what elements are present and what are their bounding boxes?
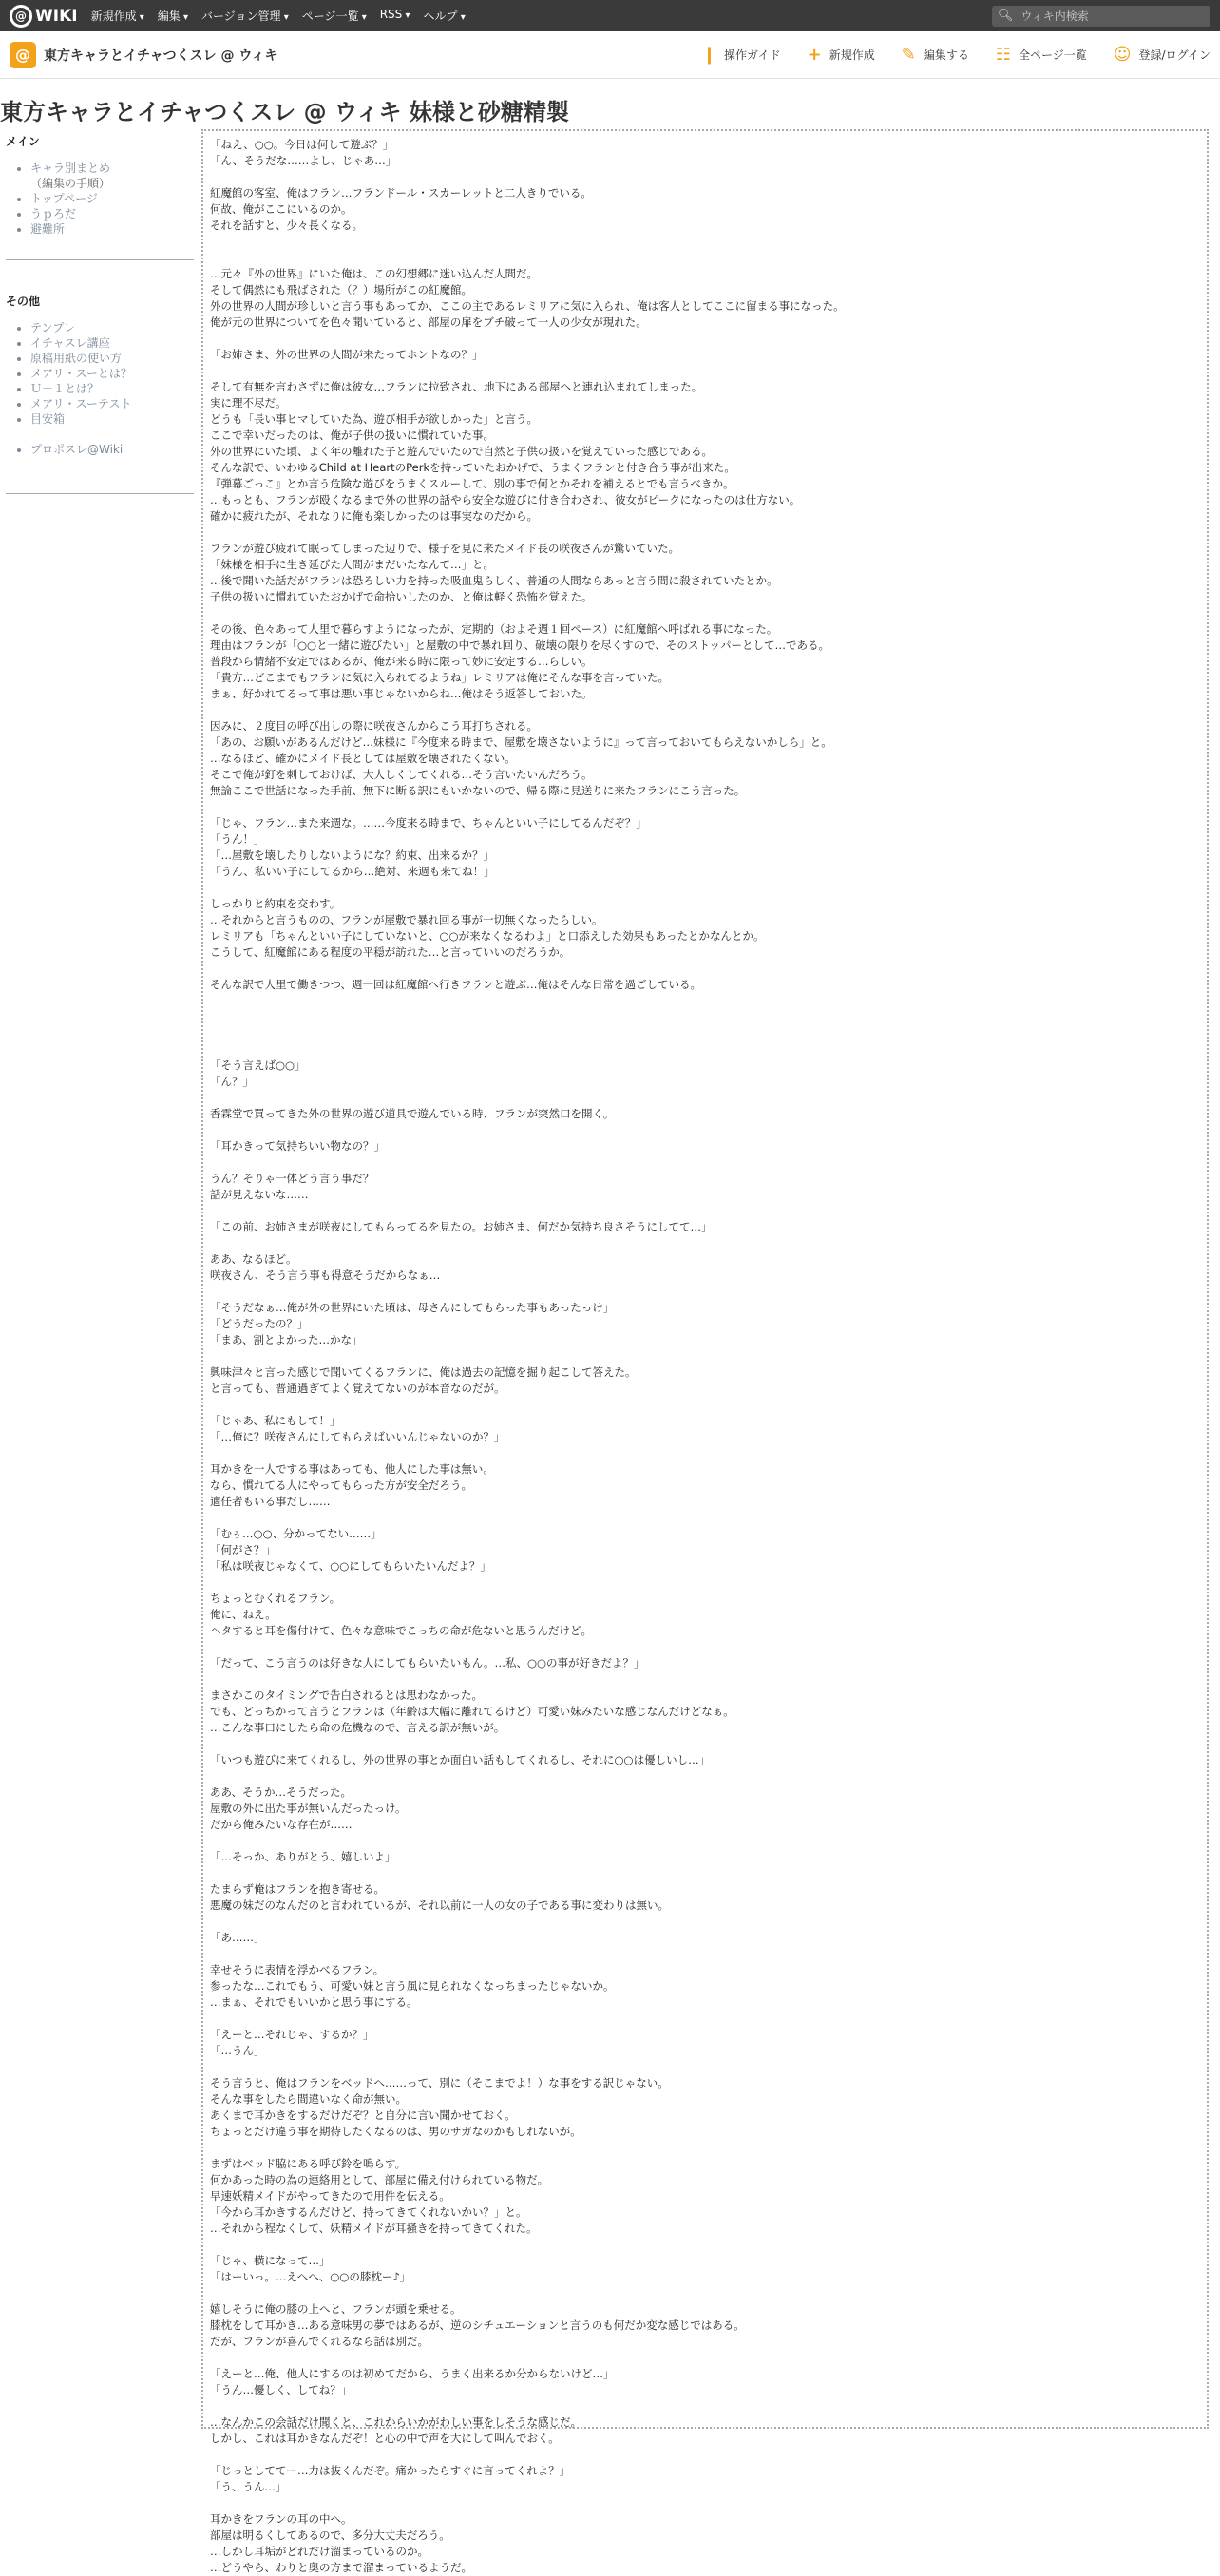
sidebar-item[interactable] xyxy=(30,221,194,237)
story-line: 「じゃ、横になって…」 xyxy=(210,2254,331,2267)
story-line: …しかし耳垢がどれだけ溜まっているのか。 xyxy=(210,2545,429,2558)
sidebar-item-propo-wiki[interactable]: プロポスレ@Wiki xyxy=(30,443,124,456)
story-line: あくまで耳かきをするだけだぞ？と自分に言い聞かせておく。 xyxy=(210,2109,516,2122)
story-paragraph xyxy=(210,2253,1200,2285)
sidebar-divider xyxy=(6,259,194,260)
story-line: 「…屋敷を壊したりしないようにな？約束、出来るか？」 xyxy=(210,849,494,862)
sidebar-item-template[interactable]: テンプレ xyxy=(30,321,75,334)
book-icon: ❙ xyxy=(701,45,717,65)
story-line: フランが遊び疲れて眠ってしまった辺りで、様子を見に来たメイド長の咲夜さんが驚いていた。 xyxy=(210,542,680,555)
new-page-label: 新規作成 xyxy=(829,48,875,62)
story-line: 「じゃ、フラン…また来週な。……今度来る時まで、ちゃんといい子にしてるんだぞ？」 xyxy=(210,816,647,830)
new-page-button[interactable] xyxy=(808,45,875,65)
sidebar-item[interactable] xyxy=(30,351,194,366)
sidebar-main-list xyxy=(6,161,194,237)
sidebar-item[interactable] xyxy=(30,161,194,191)
story-line: と言っても、普通過ぎてよく覚えてないのが本音なのだが。 xyxy=(210,1382,505,1395)
story-line: ちょっとむくれるフラン。 xyxy=(210,1592,341,1605)
menu-rss[interactable]: RSS ▾ xyxy=(380,8,410,24)
page-title: 東方キャラとイチャつくスレ @ ウィキ 妹様と砂糖精製 xyxy=(0,99,569,125)
story-paragraph xyxy=(210,1784,1200,1833)
story-line: ちょっとだけ違う事を期待したくなるのは、男のサガなのかもしれないが。 xyxy=(210,2125,581,2138)
story-paragraph xyxy=(210,1930,1200,1946)
story-paragraph xyxy=(210,2511,1200,2576)
story-line: 「貴方…どこまでもフランに気に入られてるようね」レミリアは俺にそんな事を言っていた。 xyxy=(210,671,669,684)
story-line: 屋敷の外に出た事が無いんだったっけ。 xyxy=(210,1802,407,1815)
story-line: 「そうだなぁ…俺が外の世界にいた頃は、母さんにしてもらった事もあったっけ」 xyxy=(210,1301,615,1314)
edit-button[interactable] xyxy=(902,45,969,65)
story-line: 「じっとしててー…力は抜くんだぞ。痛かったらすぐに言ってくれよ？」 xyxy=(210,2464,571,2477)
story-line: ああ、なるほど。 xyxy=(210,1252,297,1266)
sidebar-item-chara[interactable]: キャラ別まとめ xyxy=(30,162,111,175)
story-paragraph xyxy=(210,1655,1200,1671)
story-line: 耳かきをフランの耳の中へ。 xyxy=(210,2512,353,2526)
story-line: だが、フランが喜んでくれるなら話は別だ。 xyxy=(210,2335,429,2348)
story-line xyxy=(210,1009,1200,1025)
story-line: その後、色々あって人里で暮らすようになったが、定期的（およそ週１回ペース）に紅魔館へ呼ばれる事になった。 xyxy=(210,622,778,636)
story-line: 確かに疲れたが、それなりに俺も楽しかったのは事実なのだから。 xyxy=(210,509,538,523)
atwiki-logo[interactable] xyxy=(10,5,78,28)
story-line: レミリアも「ちゃんといい子にしていないと、○○が来なくなるわよ」と口添えした効果もあったとかなんとか。 xyxy=(210,929,765,943)
story-paragraph xyxy=(210,2027,1200,2059)
story-line: 無論ここで世話になった手前、無下に断る訳にもいかないので、帰る際に見送りに来たフランにこう言った。 xyxy=(210,784,746,797)
guide-label: 操作ガイド xyxy=(724,48,781,62)
pencil-icon: ✎ xyxy=(901,45,916,65)
story-paragraph xyxy=(210,977,1200,993)
story-line: 何かあった時の為の連絡用として、部屋に備え付けられている物だ。 xyxy=(210,2173,549,2186)
sidebar-item[interactable] xyxy=(30,335,194,351)
story-line: …それから程なくして、妖精メイドが耳掻きを持ってきてくれた。 xyxy=(210,2222,538,2235)
story-paragraph xyxy=(210,1138,1200,1154)
story-line: 悪魔の妹だのなんだのと言われているが、それ以前に一人の女の子である事に変わりは無い。 xyxy=(210,1899,669,1912)
story-line: どうも「長い事ヒマしていた為、遊び相手が欲しかった」と言う。 xyxy=(210,412,538,426)
story-paragraph xyxy=(210,718,1200,799)
story-paragraph xyxy=(210,2414,1200,2447)
header-actions xyxy=(676,45,1210,65)
story-line: 話が見えないな…… xyxy=(210,1188,309,1201)
sidebar-item-mary-sue-test[interactable]: メアリ・スーテスト xyxy=(30,397,132,410)
story-line: 俺が元の世界についてを色々聞いていると、部屋の扉をブチ破って一人の少女が現れた。 xyxy=(210,315,647,329)
story-paragraph xyxy=(210,1413,1200,1445)
story-line: 参ったな…これでもう、可愛い妹と言う風に見られなくなっちまったじゃないか。 xyxy=(210,1979,615,1993)
sidebar-item[interactable] xyxy=(30,366,194,381)
story-line: そう言うと、俺はフランをベッドへ……って、別に（そこまでよ！）な事をする訳じゃない。 xyxy=(210,2076,669,2089)
story-line: ヘタすると耳を傷付けて、色々な意味でこっちの命が危ないと思うんだけど。 xyxy=(210,1624,593,1637)
story-line: …後で聞いた話だがフランは恐ろしい力を持った吸血鬼らしく、普通の人間ならあっと言う間に殺されていたとか。 xyxy=(210,574,778,587)
story-line: それを話すと、少々長くなる。 xyxy=(210,219,363,232)
story-line: 「うん！」 xyxy=(210,832,265,846)
story-line: 香霖堂で買ってきた外の世界の遊び道具で遊んでいる時、フランが突然口を開く。 xyxy=(210,1107,615,1120)
story-paragraph xyxy=(210,1526,1200,1574)
story-line: 「今から耳かきするんだけど、持ってきてくれないかい？」と。 xyxy=(210,2205,527,2219)
story-line: …なるほど、確かにメイド長としては屋敷を壊されたくない。 xyxy=(210,752,516,765)
sidebar-item-uploader[interactable]: うｐろだ xyxy=(30,207,77,220)
story-line: 「じゃあ、私にもして！」 xyxy=(210,1414,341,1427)
story-line: 「…そっか、ありがとう、嬉しいよ」 xyxy=(210,1850,396,1863)
guide-button[interactable] xyxy=(702,45,781,65)
story-line: 早速妖精メイドがやってきたので用件を伝える。 xyxy=(210,2189,450,2203)
story-line: うん？そりゃ一体どう言う事だ？ xyxy=(210,1172,374,1185)
sidebar-item[interactable] xyxy=(30,411,194,427)
story-paragraph xyxy=(210,1251,1200,1284)
sidebar-other-list-2 xyxy=(6,442,194,457)
story-paragraph xyxy=(210,2366,1200,2398)
story-line: 理由はフランが「○○と一緒に遊びたい」と屋敷の中で暴れ回り、破壊の限りを尽くすので、そのストッパーとして…である。 xyxy=(210,639,829,652)
story-line: 耳かきを一人でする事はあっても、他人にした事は無い。 xyxy=(210,1462,494,1476)
story-line: …まぁ、それでもいいかと思う事にする。 xyxy=(210,1995,418,2009)
story-line: …元々『外の世界』にいた俺は、この幻想郷に迷い込んだ人間だ。 xyxy=(210,267,538,280)
story-line: …こんな事口にしたら命の危機なので、言える訳が無いが。 xyxy=(210,1721,505,1734)
story-paragraph xyxy=(210,2156,1200,2237)
story-line: ああ、そうか…そうだった。 xyxy=(210,1785,353,1799)
wiki-header xyxy=(0,31,1220,79)
story-paragraph xyxy=(210,896,1200,961)
story-line: 外の世界にいた頃、よく年の離れた子と遊んでいたので自然と子供の扱いを覚えていった感じである。 xyxy=(210,445,713,458)
all-pages-button[interactable] xyxy=(996,45,1087,65)
story-line: まずはベッド脇にある呼び鈴を鳴らす。 xyxy=(210,2157,407,2170)
story-paragraph xyxy=(210,347,1200,363)
sidebar-item-refuge[interactable]: 避難所 xyxy=(30,222,66,236)
story-line: 興味津々と言った感じで聞いてくるフランに、俺は過去の記憶を掘り起こして答えた。 xyxy=(210,1365,637,1379)
sidebar-item-mary-sue[interactable]: メアリ・スーとは？ xyxy=(30,367,132,380)
sidebar-item-suggestion-box[interactable]: 目安箱 xyxy=(30,412,66,426)
menu-edit[interactable]: 編集 ▾ xyxy=(158,8,188,24)
users-icon: ☺ xyxy=(1113,45,1132,65)
story-line: 幸せそうに表情を浮かべるフラン。 xyxy=(210,1963,385,1976)
top-navbar xyxy=(0,0,1220,31)
sidebar-main-heading: メイン xyxy=(6,135,40,148)
story-line: まさかこのタイミングで告白されるとは思わなかった。 xyxy=(210,1689,484,1702)
story-line: なら、慣れてる人にやってもらった方が安全だろう。 xyxy=(210,1479,472,1492)
story-paragraph xyxy=(210,379,1200,525)
story-paragraph xyxy=(210,1219,1200,1235)
story-line: だから俺みたいな存在が…… xyxy=(210,1818,353,1831)
story-line: 咲夜さん、そう言う事も得意そうだからなぁ… xyxy=(210,1269,441,1282)
story-line: 部屋は明るくしてあるので、多分大丈夫だろう。 xyxy=(210,2528,450,2542)
story-line xyxy=(210,1025,1200,1041)
menu-create[interactable]: 新規作成 ▾ xyxy=(91,8,144,24)
story-line: 「お姉さま、外の世界の人間が来たってホントなの？」 xyxy=(210,348,484,361)
story-paragraph xyxy=(210,1171,1200,1203)
story-line: 「この前、お姉さまが咲夜にしてもらってるを見たの。お姉さま、何だか気持ち良さそうにしてて…」 xyxy=(210,1220,713,1233)
story-line: 「妹様を相手に生き延びた人間がまだいたなんて…」と。 xyxy=(210,558,494,571)
story-line: 「えーと…俺、他人にするのは初めてだから、うまく出来るか分からないけど…」 xyxy=(210,2367,615,2380)
story-line: 「だって、こう言うのは好きな人にしてもらいたいもん。…私、○○の事が好きだよ？」 xyxy=(210,1656,645,1670)
story-line: 俺に、ねえ。 xyxy=(210,1608,276,1621)
story-line: 「私は咲夜じゃなくて、○○にしてもらいたいんだよ？」 xyxy=(210,1559,491,1573)
story-line: 適任者もいる事だし…… xyxy=(210,1495,331,1508)
story-line: 「あの、お願いがあるんだけど…妹様に『今度来る時まで、屋敷を壊さないように』って言っておいてもらえないかしら」と。 xyxy=(210,735,832,749)
story-line: 「うん…優しく、してね？」 xyxy=(210,2383,353,2396)
sidebar-item[interactable] xyxy=(30,442,194,457)
sidebar-item[interactable] xyxy=(30,320,194,335)
story-paragraph xyxy=(210,1058,1200,1090)
story-line: 何故、俺がここにいるのか。 xyxy=(210,202,353,216)
story-paragraph xyxy=(210,250,1200,331)
story-paragraph xyxy=(210,1688,1200,1736)
story-line: ここで幸いだったのは、俺が子供の扱いに慣れていた事。 xyxy=(210,429,494,442)
story-paragraph xyxy=(210,2075,1200,2140)
story-paragraph xyxy=(210,541,1200,605)
menu-version[interactable]: バージョン管理 ▾ xyxy=(201,8,289,24)
all-pages-label: 全ページ一覧 xyxy=(1019,48,1087,62)
story-line: 『弾幕ごっこ』とか言う危険な遊びをうまくスルーして、別の事で何とかそれを補えるとでも言うべきか。 xyxy=(210,477,734,490)
story-paragraph xyxy=(210,185,1200,234)
story-line: こうして、紅魔館にある程度の平穏が訪れた…と言っていいのだろうか。 xyxy=(210,945,571,959)
story-paragraph xyxy=(210,137,1200,169)
plus-icon: + xyxy=(807,45,822,65)
wiki-icon[interactable]: @ xyxy=(10,42,36,68)
story-line: 「ん、そうだな……よし、じゃあ…」 xyxy=(210,154,397,167)
story-paragraph xyxy=(210,1106,1200,1122)
story-line: 「まあ、割とよかった…かな」 xyxy=(210,1333,363,1346)
story-line: そこで俺が釘を刺しておけば、大人しくしてくれる…そう言いたいんだろう。 xyxy=(210,768,593,781)
sidebar xyxy=(0,129,201,2429)
sidebar-other-heading: その他 xyxy=(6,295,41,308)
story-line xyxy=(210,250,1200,266)
story-line: たまらず俺はフランを抱き寄せる。 xyxy=(210,1882,385,1896)
story-line: 実に理不尽だ。 xyxy=(210,396,287,410)
story-line: 因みに、２度目の呼び出しの際に咲夜さんからこう耳打ちされる。 xyxy=(210,719,538,733)
sidebar-item-top[interactable]: トップページ xyxy=(30,192,98,205)
sidebar-item-edit-steps[interactable]: （編集の手順） xyxy=(30,177,111,190)
story-line: そんな訳で人里で働きつつ、週一回は紅魔館へ行きフランと遊ぶ…俺はそんな日常を過ごしている。 xyxy=(210,978,702,991)
at-logo-icon: @ xyxy=(10,5,32,28)
story-line: 「えーと…それじゃ、するか？」 xyxy=(210,2028,374,2041)
logo-text: WIKI xyxy=(35,6,78,26)
story-line: 「何がさ？」 xyxy=(210,1543,276,1556)
story-line: 「う、うん…」 xyxy=(210,2480,287,2493)
story-paragraph xyxy=(210,1849,1200,1865)
wiki-name[interactable]: 東方キャラとイチャつくスレ @ ウィキ xyxy=(44,48,278,64)
sidebar-other-list xyxy=(6,320,194,427)
story-line: 「うん、私いい子にしてるから…絶対、来週も来てね！」 xyxy=(210,865,495,878)
top-menu xyxy=(91,8,479,24)
story-paragraph xyxy=(210,2301,1200,2350)
edit-label: 編集する xyxy=(923,48,969,62)
story-line: 「むぅ…○○、分かってない……」 xyxy=(210,1527,382,1540)
story-line: 「そう言えば○○」 xyxy=(210,1059,306,1072)
story-line: 子供の扱いに慣れていたおかげで命拾いしたのか、と俺は軽く恐怖を覚えた。 xyxy=(210,590,593,603)
story-paragraph xyxy=(210,1881,1200,1914)
story-line: …もっとも、フランが殴くなるまで外の世界の話やら安全な遊びに付き合わされ、彼女がピークになったのは仕方ない。 xyxy=(210,493,801,506)
story-line: 「どうだったの？」 xyxy=(210,1317,309,1330)
document-icon: ☷ xyxy=(995,45,1012,65)
story-line: 膝枕をして耳かき…ある意味男の夢ではあるが、逆のシチュエーションと言うのも何だか変な感じではある。 xyxy=(210,2318,745,2332)
sidebar-item-course[interactable]: イチャスレ講座 xyxy=(30,336,110,350)
story-line: 「耳かきって気持ちいい物なの？」 xyxy=(210,1139,385,1153)
story-paragraph xyxy=(210,1591,1200,1639)
story-line: 「いつも遊びに来てくれるし、外の世界の事とか面白い話もしてくれるし、それに○○は優しいし…」 xyxy=(210,1753,711,1766)
story-line: そして有無を言わさずに俺は彼女…フランに拉致され、地下にある部屋へと連れ込まれてしまった。 xyxy=(210,380,703,393)
story-line: 「ん？」 xyxy=(210,1075,254,1088)
story-line: …それからと言うものの、フランが屋敷で暴れ回る事が一切無くなったらしい。 xyxy=(210,913,603,926)
story-line: まぁ、好かれてるって事は悪い事じゃないからね…俺はそう返答しておいた。 xyxy=(210,687,593,700)
search-input[interactable] xyxy=(1020,9,1204,24)
story-line: 嬉しそうに俺の膝の上へと、フランが頭を乗せる。 xyxy=(210,2302,462,2316)
story-line: そして偶然にも飛ばされた（？）場所がこの紅魔館。 xyxy=(210,283,472,296)
login-button[interactable] xyxy=(1114,45,1210,65)
sidebar-item-manuscript[interactable]: 原稿用紙の使い方 xyxy=(30,352,123,365)
story-line: 「ねえ、○○。今日は何して遊ぶ？」 xyxy=(210,138,394,151)
page-layout xyxy=(0,129,1220,2574)
story-paragraph xyxy=(210,1300,1200,1348)
story-paragraph xyxy=(210,1962,1200,2011)
story-line: 外の世界の人間が珍しいと言う事もあってか、ここの主であるレミリアに気に入られ、俺は客人としてここに留まる事になった。 xyxy=(210,299,845,313)
story-paragraph xyxy=(210,1752,1200,1768)
story-line: でも、どっちかって言うとフランは（年齢は大幅に離れてるけど）可愛い妹みたいな感じなんだけどなぁ。 xyxy=(210,1705,734,1718)
search-icon[interactable]: 🔍︎ xyxy=(998,9,1014,23)
story-line: しかし、これは耳かきなんだぞ！と心の中で声を大にして叫んでおく。 xyxy=(210,2432,560,2445)
story-line: しっかりと約束を交わす。 xyxy=(210,897,341,910)
story-line: 紅魔館の客室、俺はフラン…フランドール・スカーレットと二人きりでいる。 xyxy=(210,186,592,200)
menu-page-list[interactable]: ページ一覧 ▾ xyxy=(302,8,367,24)
story-paragraph xyxy=(210,1009,1200,1041)
sidebar-divider xyxy=(6,493,194,494)
story-paragraph xyxy=(210,621,1200,702)
story-line: 「はーいっ。…えへへ、○○の膝枕ー♪」 xyxy=(210,2270,411,2283)
login-label: 登録/ログイン xyxy=(1138,48,1210,62)
story-line: …なんかこの会話だけ聞くと、これからいかがわしい事をしそうな感じだ。 xyxy=(210,2415,581,2429)
story-line: 普段から情緒不安定ではあるが、俺が来る時に限って妙に安定する…らしい。 xyxy=(210,655,593,668)
sidebar-item[interactable] xyxy=(30,191,194,206)
main-content xyxy=(201,129,1209,2574)
sidebar-item[interactable] xyxy=(30,206,194,221)
story-paragraph xyxy=(210,1461,1200,1510)
story-line: そんな事をしたら間違いなく命が無い。 xyxy=(210,2092,407,2106)
story-line: 「…うん」 xyxy=(210,2044,265,2057)
wiki-search xyxy=(992,6,1210,27)
story-line: そんな訳で、いわゆるChild at HeartのPerkを持っていたおかげで、うまくフランと付き合う事が出来た。 xyxy=(210,461,735,474)
sidebar-item-u1[interactable]: Ｕ－１とは？ xyxy=(30,382,100,395)
story-line: 「…俺に？咲夜さんにしてもらえばいいんじゃないのか？」 xyxy=(210,1430,505,1443)
story-paragraph xyxy=(210,1364,1200,1397)
menu-help[interactable]: ヘルプ ▾ xyxy=(424,8,466,24)
story-paragraph xyxy=(210,815,1200,880)
story-line: 「あ……」 xyxy=(210,1931,265,1944)
story-paragraph xyxy=(210,2463,1200,2495)
sidebar-item[interactable] xyxy=(30,396,194,411)
sidebar-item[interactable] xyxy=(30,381,194,396)
story-line: …どうやら、わりと奥の方まで溜まっているようだ。 xyxy=(210,2561,472,2574)
